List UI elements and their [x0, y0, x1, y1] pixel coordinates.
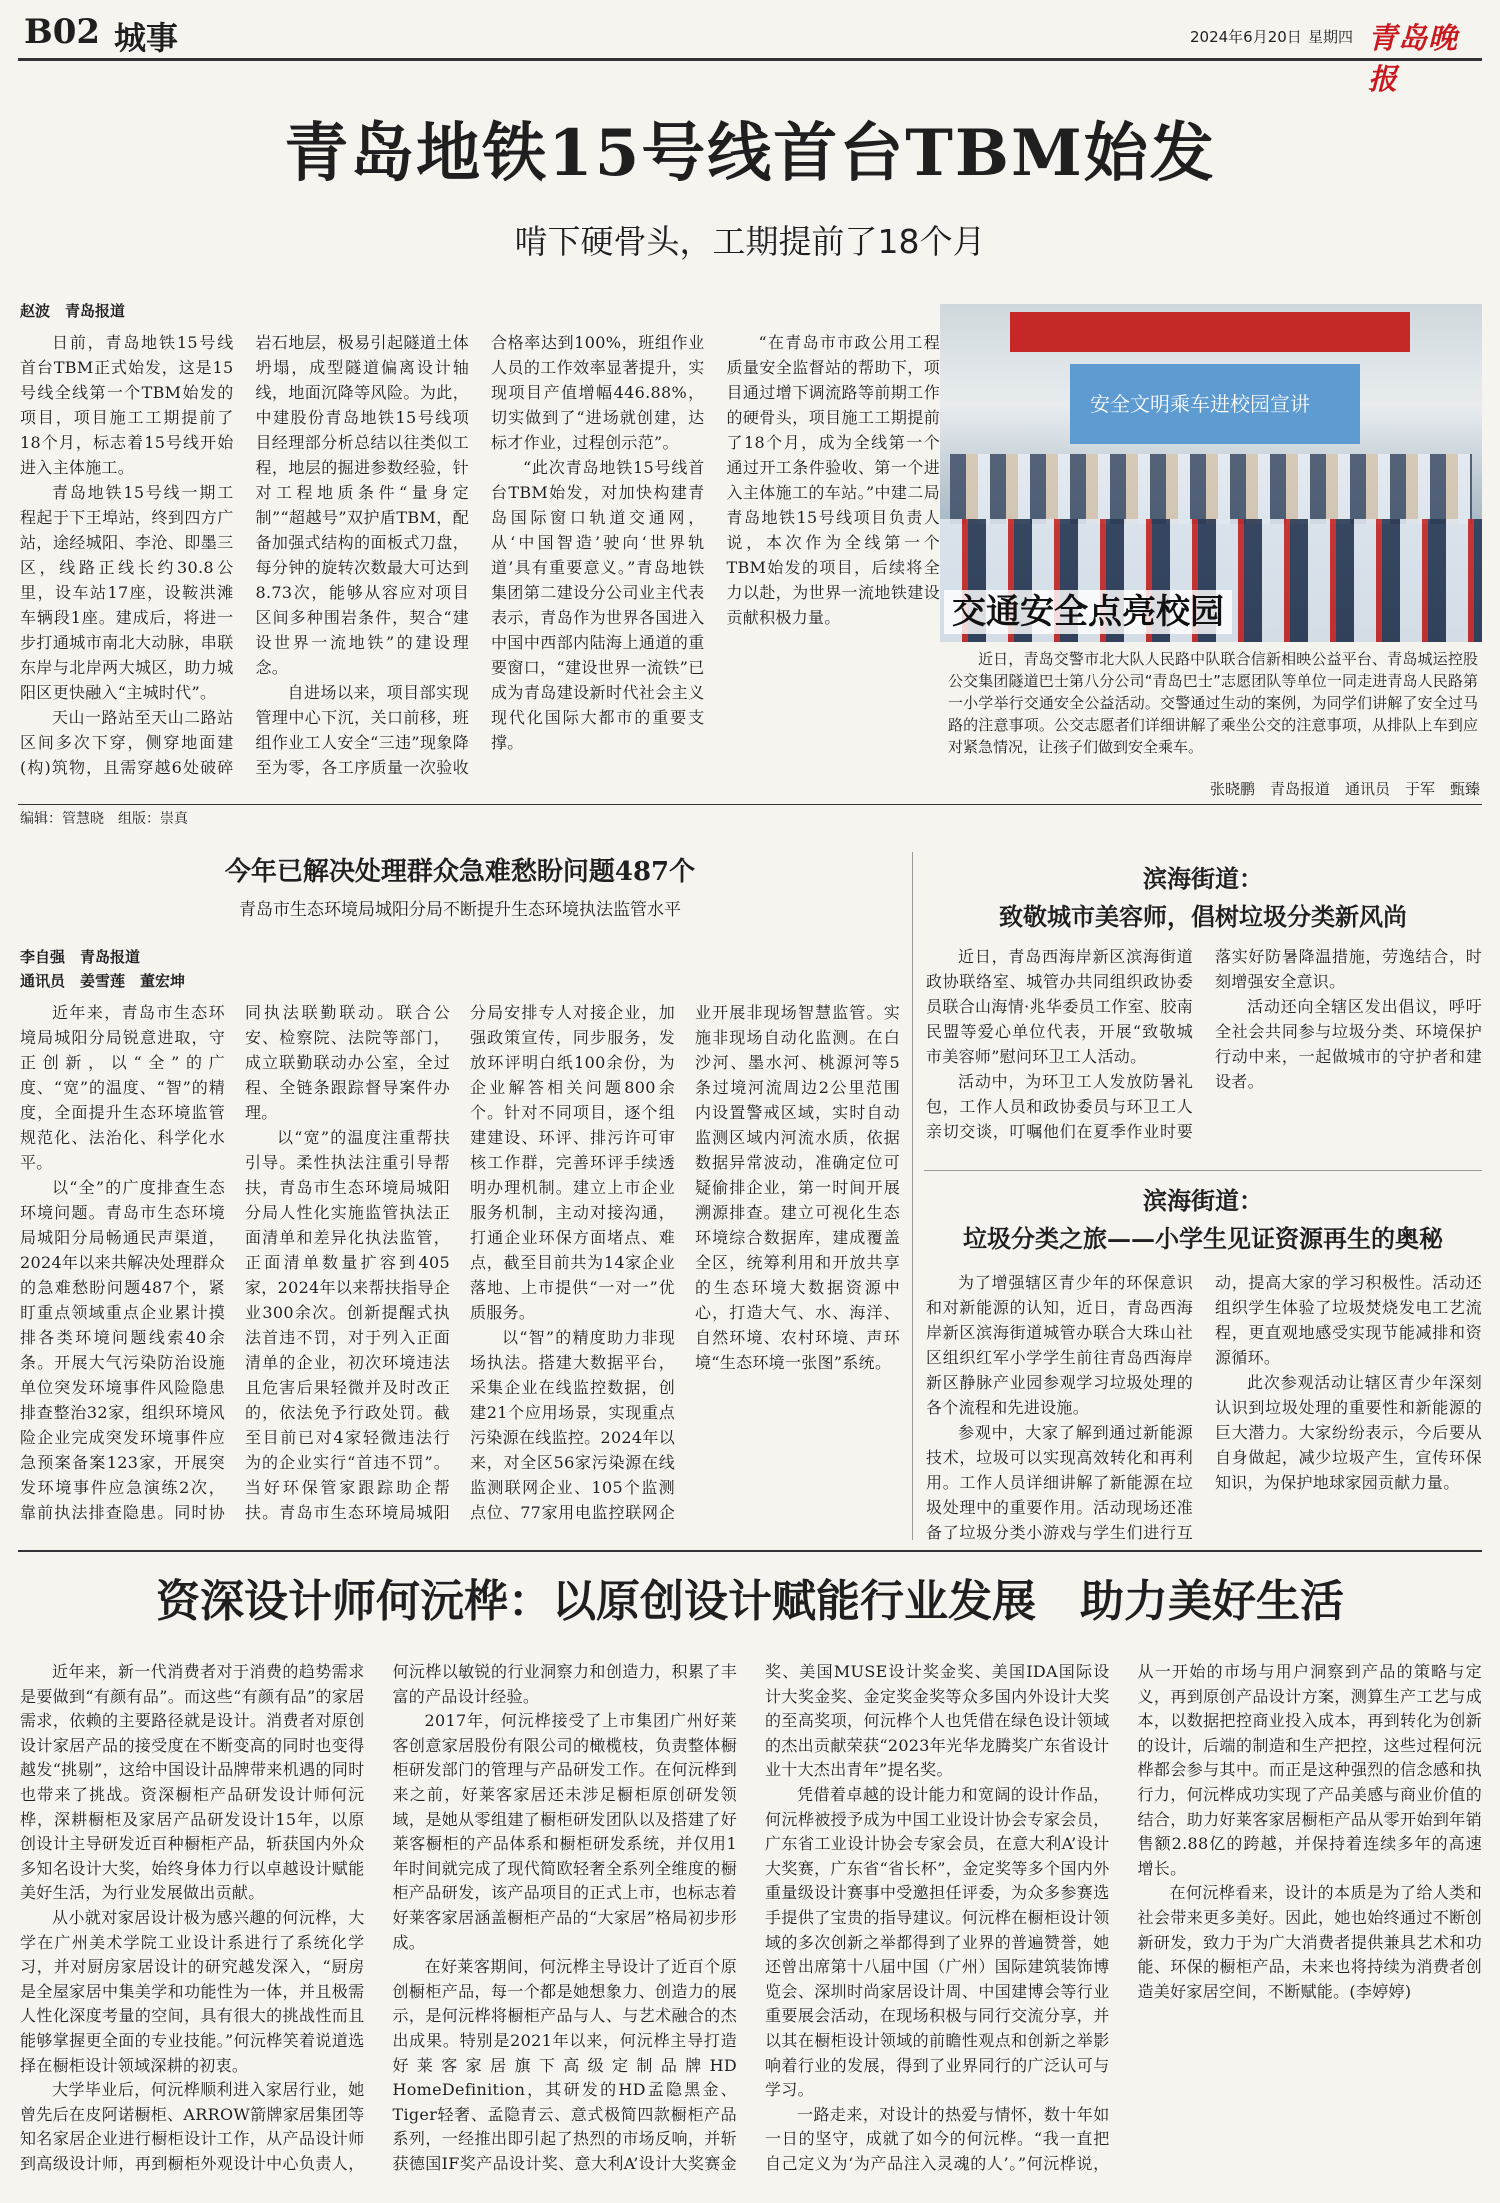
article4-paragraph: 此次参观活动让辖区青少年深刻认识到垃圾处理的重要性和新能源的巨大潜力。大家纷纷表示，今后要从自身做起，减少垃圾产生，宣传环保知识，为保护地球家园贡献力量。 — [1215, 1373, 1482, 1492]
article2-paragraph: 以“宽”的温度注重帮扶引导。柔性执法注重引导帮扶，青岛市生态环境局城阳分局人性化实施监管执法正面清单和差异化执法监管，正面清单数量扩容到405家，2024年以来帮扶指导企业300余次。创新提醒式执法首违不罚，对于列入正面清单的企业，初次环境违法且危害后果轻微并及时改正的，依法免予行政处罚。截至目前已对4家轻微违法行为的企业实行“首违不罚”。当好环保管家跟踪助企帮扶。青岛市生态环境局城阳分局安排专人对接企业，加强政策宣传，同步服务，发放环评明白纸100余份，为企业解答相关问题800余个。针对不同项目，逐个组建建设、环评、排污许可审核工作群，完善环评手续透明办理机制。建立上市企业服务机制，主动对接沟通，打通企业环保方面堵点、难点，截至目前共为14家企业落地、上市提供“一对一”优质服务。 — [245, 1003, 675, 1522]
article2-paragraph: 以“全”的广度排查生态环境问题。青岛市生态环境局城阳分局畅通民声渠道，2024年以来共解决处理群众的急难愁盼问题487个，紧盯重点领域重点企业累计摸排各类环境问题线索40余条。开展大气污染防治设施单位突发环境事件风险隐患排查整治32家，组织环境风险企业完成突发环境事件应急预案备案123家，开展突发环境事件应急演练2次，靠前执法排查隐患。同时协同执法联勤联动。联合公安、检察院、法院等部门，成立联勤联动办公室，全过程、全链条跟踪督导案件办理。 — [20, 1003, 450, 1522]
article3-kicker: 滨海街道： — [1143, 864, 1263, 893]
lead-byline: 赵波 青岛报道 — [20, 302, 126, 320]
article5-paragraph: 一路走来，对设计的热爱与情怀，数十年如一日的坚守，成就了如今的何沅桦。“我一直把自己定义为‘为产品注入灵魂的人’。”何沅桦说，从一开始的市场与用户洞察到产品的策略与定义，再到原创产品设计方案，测算生产工艺与成本，以数据把控商业投入成本，再到转化为创新的设计，后端的制造和生产把控，这些过程何沅桦都会参与其中。而正是这种强烈的信念感和执行力，何沅桦成功实现了产品美感与商业价值的结合，助力好莱客家居橱柜产品从零开始到年销售额2.88亿的跨越，并保持着连续多年的高速增长。 — [765, 1662, 1482, 2173]
article4-body — [926, 1270, 1482, 1546]
lead-paragraph: 日前，青岛地铁15号线首台TBM正式始发，这是15号线全线第一个TBM始发的项目，项目施工工期提前了18个月，标志着15号线开始进入主体施工。 — [20, 333, 234, 477]
article5-paragraph: 在好莱客期间，何沅桦主导设计了近百个原创橱柜产品，每一个都是她想象力、创造力的展示，是何沅桦将橱柜产品与人、与艺术融合的杰出成果。特别是2021年以来，何沅桦主导打造好莱客家居旗下高级定制品牌HD HomeDefinition，其研发的HD孟隐黑金、Tiger轻奢、孟隐青云、意式极简四款橱柜产品系列，一经推出即引起了热烈的市场反响，并斩获德国IF奖产品设计奖、意大利A’设计大奖赛金奖、美国MUSE设计奖金奖、美国IDA国际设计大奖金奖、金定奖金奖等众多国内外设计大奖的至高奖项，何沅桦个人也凭借在绿色设计领域的杰出贡献荣获“2023年光华龙腾奖广东省设计业十大杰出青年”提名奖。 — [392, 1662, 1110, 2173]
school-photo — [940, 304, 1482, 642]
article5-paragraph: 近年来，新一代消费者对于消费的趋势需求是要做到“有颜有品”。而这些“有颜有品”的家居需求，依赖的主要路径就是设计。消费者对原创设计家居产品的接受度在不断变高的同时也变得越发“挑剔”，这给中国设计品牌带来机遇的同时也带来了挑战。资深橱柜产品研发设计师何沅桦，深耕橱柜及家居产品研发设计15年，以原创设计主导研发近百种橱柜产品，斩获国内外众多知名设计大奖，始终身体力行以卓越设计赋能美好生活，为行业发展做出贡献。 — [20, 1662, 365, 1903]
issue-weekday: 星期四 — [1308, 28, 1354, 46]
photo-caption-title: 交通安全点亮校园 — [944, 590, 1232, 634]
photo-credit: 张晓鹏 青岛报道 通讯员 于军 甄臻 — [1209, 780, 1480, 798]
article4-headline: 垃圾分类之旅——小学生见证资源再生的奥秘 — [963, 1224, 1443, 1253]
section-rule-1 — [18, 804, 1482, 805]
photo-screen — [1070, 364, 1360, 444]
students-row-back — [950, 454, 1472, 524]
photo-caption-text: 近日，青岛交警市北大队人民路中队联合信新相映公益平台、青岛城运控股公交集团隧道巴士第八分公司“青岛巴士”志愿团队等单位一同走进青岛人民路第一小学举行交通安全公益活动。交警通过生动的案例，为同学们讲解了安全过马路的注意事项。公交志愿者们详细讲解了乘坐公交的注意事项，从排队上车到应对紧急情况，让孩子们做到安全乘车。 — [948, 650, 1478, 756]
article3-paragraph: 活动还向全辖区发出倡议，呼吁全社会共同参与垃圾分类、环境保护行动中来，一起做城市的守护者和建设者。 — [1215, 997, 1482, 1091]
article3-rule — [924, 1170, 1482, 1171]
page-masthead — [18, 10, 1482, 96]
article3-headline: 致敬城市美容师，倡树垃圾分类新风尚 — [999, 902, 1407, 931]
lead-headline: 青岛地铁15号线首台TBM始发 — [284, 116, 1216, 191]
article5-headline: 资深设计师何沅桦：以原创设计赋能行业发展 助力美好生活 — [156, 1576, 1344, 1627]
article3-paragraph: 活动中，为环卫工人发放防暑礼包，工作人员和政协委员与环卫工人亲切交谈，叮嘱他们在夏季作业时要落实好防暑降温措施，劳逸结合，时刻增强安全意识。 — [926, 947, 1482, 1141]
article2-headline: 今年已解决处理群众急难愁盼问题487个 — [224, 857, 696, 887]
article2-body — [20, 1000, 900, 1536]
column-divider — [912, 852, 913, 1540]
photo-top-banner — [1010, 312, 1410, 352]
section-name: 城事 — [114, 19, 179, 57]
article5-paragraph: 大学毕业后，何沅桦顺利进入家居行业，她曾先后在皮阿诺橱柜、ARROW箭牌家居集团等知名家居企业进行橱柜设计工作，从产品设计师到高级设计师，再到橱柜外观设计中心负责人，何沅桦以敏锐的行业洞察力和创造力，积累了丰富的产品设计经验。 — [20, 1662, 737, 2173]
newspaper-logo: 青岛晚报 — [1368, 21, 1459, 96]
article2-subhead: 青岛市生态环境局城阳分局不断提升生态环境执法监管水平 — [239, 900, 681, 920]
section-rule-2 — [18, 1550, 1482, 1552]
lead-paragraph: “在青岛市市政公用工程质量安全监督站的帮助下，项目通过增下调流路等前期工作的硬骨头，项目施工工期提前了18个月，成为全线第一个通过开工条件验收、第一个进入主体施工的车站。”中建二局青岛地铁15号线项目负责人说，本次作为全线第一个TBM始发的项目，后续将全力以赴，为世界一流地铁建设贡献积极力量。 — [726, 333, 940, 627]
masthead-rule — [18, 58, 1482, 61]
article4-paragraph: 为了增强辖区青少年的环保意识和对新能源的认知，近日，青岛西海岸新区滨海街道城管办联合大珠山社区组织红军小学学生前往青岛西海岸新区静脉产业园参观学习垃圾处理的各个流程和先进设施。 — [926, 1273, 1193, 1417]
article5-paragraph: 凭借着卓越的设计能力和宽阔的设计作品，何沅桦被授予成为中国工业设计协会专家会员，广东省工业设计协会专家会员，在意大利A’设计大奖赛，广东省“省长杯”，金定奖等多个国内外重量级设计赛事中受邀担任评委，为众多参赛选手提供了宝贵的指导建议。何沅桦在橱柜设计领域的多次创新之举都得到了业界的普遍赞誉，她还曾出席第十八届中国（广州）国际建筑装饰博览会、深圳时尚家居设计周、中国建博会等行业重要展会活动，在现场积极与同行交流分享，并以其在橱柜设计领域的前瞻性观点和创新之举影响着行业的发展，得到了业界同行的广泛认可与学习。 — [765, 1784, 1110, 2100]
lead-paragraph: “此次青岛地铁15号线首台TBM始发，对加快构建青岛国际窗口轨道交通网，从‘中国智造’驶向‘世界轨道’具有重要意义。”青岛地铁集团第二建设分公司业主代表表示，青岛作为世界各国进入中国中西部内陆海上通道的重要窗口，“建设世界一流铁”已成为青岛建设新时代社会主义现代化国际大都市的重要支撑。 — [491, 458, 705, 752]
article2-paragraph: 以“智”的精度助力非现场执法。搭建大数据平台，采集企业在线监控数据，创建21个应用场景，实现重点污染源在线监控。2024年以来，对全区56家污染源在线监测联网企业、105个监测点位、77家用电监控联网企业开展非现场智慧监管。实施非现场自动化监测。在白沙河、墨水河、桃源河等5条过境河流周边2公里范围内设置警戒区域，实时自动监测区域内河流水质，依据数据异常波动，准确定位可疑偷排企业，第一时间开展溯源排查。建立可视化生态环境综合数据库，建成覆盖全区，统筹利用和开放共享的生态环境大数据资源中心，打造大气、水、海洋、自然环境、农村环境、声环境“生态环境一张图”系统。 — [470, 1003, 900, 1522]
issue-date: 2024年6月20日 — [1190, 28, 1302, 46]
article2-byline-correspondents: 通讯员 姜雪莲 董宏坤 — [20, 972, 186, 990]
article5-paragraph: 在何沅桦看来，设计的本质是为了给人类和社会带来更多美好。因此，她也始终通过不断创新研发，致力于为广大消费者提供兼具艺术和功能、环保的橱柜产品，未来也将持续为消费者创造美好家居空间，不断赋能。(李婷婷) — [1137, 1883, 1482, 2001]
page-code: B02 — [24, 12, 101, 52]
article4-paragraph: 参观中，大家了解到通过新能源技术，垃圾可以实现高效转化和再利用。工作人员详细讲解了新能源在垃圾处理中的重要作用。活动现场还准备了垃圾分类小游戏与学生们进行互动，提高大家的学习积极性。活动还组织学生体验了垃圾焚烧发电工艺流程，更直观地感受实现节能减排和资源循环。 — [926, 1273, 1482, 1542]
article4-kicker: 滨海街道： — [1143, 1186, 1263, 1215]
lead-subhead: 啃下硬骨头，工期提前了18个月 — [514, 222, 986, 261]
lead-paragraph: 青岛地铁15号线一期工程起于下王埠站，终到四方广站，途经城阳、李沧、即墨三区，线路正线长约30.8公里，设车站17座，设鞍洪滩车辆段1座。建成后，将进一步打通城市南北大动脉，串联东岸与北岸两大城区，助力城阳区更快融入“主城时代”。 — [20, 483, 234, 702]
photo-screen-banner: 安全文明乘车进校园宣讲 — [1090, 392, 1310, 416]
article5-paragraph: 2017年，何沅桦接受了上市集团广州好莱客创意家居股份有限公司的橄榄枝，负责整体橱柜研发部门的管理与产品研发工作。在何沅桦到来之前，好莱客家居还未涉足橱柜原创研发领域，是她从零组建了橱柜研发团队以及搭建了好莱客橱柜的产品体系和橱柜研发系统，并仅用1年时间就完成了现代简欧轻奢全系列全维度的橱柜产品研发，该产品项目的正式上市，也标志着好莱客家居涵盖橱柜产品的“大家居”格局初步形成。 — [392, 1711, 737, 1952]
article3-body — [926, 944, 1482, 1166]
article5-paragraph: 从小就对家居设计极为感兴趣的何沅桦，大学在广州美术学院工业设计系进行了系统化学习，并对厨房家居设计的研究越发深入，“厨房是全屋家居中集美学和功能性为一体，并且极需人性化深度考量的空间，具有很大的挑战性而且能够掌握更全面的专业技能。”何沅桦笑着说道选择在橱柜设计领域深耕的初衷。 — [20, 1907, 365, 2075]
article2-byline: 李自强 青岛报道 — [20, 948, 141, 966]
article3-paragraph: 近日，青岛西海岸新区滨海街道政协联络室、城管办共同组织政协委员联合山海情·兆华委员工作室、胶南民盟等爱心单位代表，开展“致敬城市美容师”慰问环卫工人活动。 — [926, 947, 1193, 1066]
lead-paragraph: 自进场以来，项目部实现管理中心下沉，关口前移，班组作业工人安全“三违”现象降至为零，各工序质量一次验收合格率达到100%，班组作业人员的工作效率显著提升，实现项目产值增幅446.88%，切实做到了“进场就创建，达标才作业，过程创示范”。 — [255, 333, 705, 777]
lead-body — [20, 330, 940, 800]
article2-paragraph: 近年来，青岛市生态环境局城阳分局锐意进取，守正创新，以“全”的广度、“宽”的温度、“智”的精度，全面提升生态环境监管规范化、法治化、科学化水平。 — [20, 1003, 225, 1172]
lead-paragraph: 天山一路站至天山二路站区间多次下穿，侧穿地面建(构)筑物，且需穿越6处破碎岩石地层，极易引起隧道土体坍塌，成型隧道偏离设计轴线，地面沉降等风险。为此，中建股份青岛地铁15号线项目经理部分析总结以往类似工程，地层的掘进参数经验，针对工程地质条件“量身定制”“超越号”双护盾TBM，配备加强式结构的面板式刀盘，每分钟的旋转次数最大可达到8.73次，能够从容应对项目区间多种围岩条件，契合“建设世界一流地铁”的建设理念。 — [20, 333, 469, 777]
editors-line: 编辑：管慧晓 组版：崇真 — [20, 811, 188, 827]
article5-body — [20, 1660, 1482, 2190]
